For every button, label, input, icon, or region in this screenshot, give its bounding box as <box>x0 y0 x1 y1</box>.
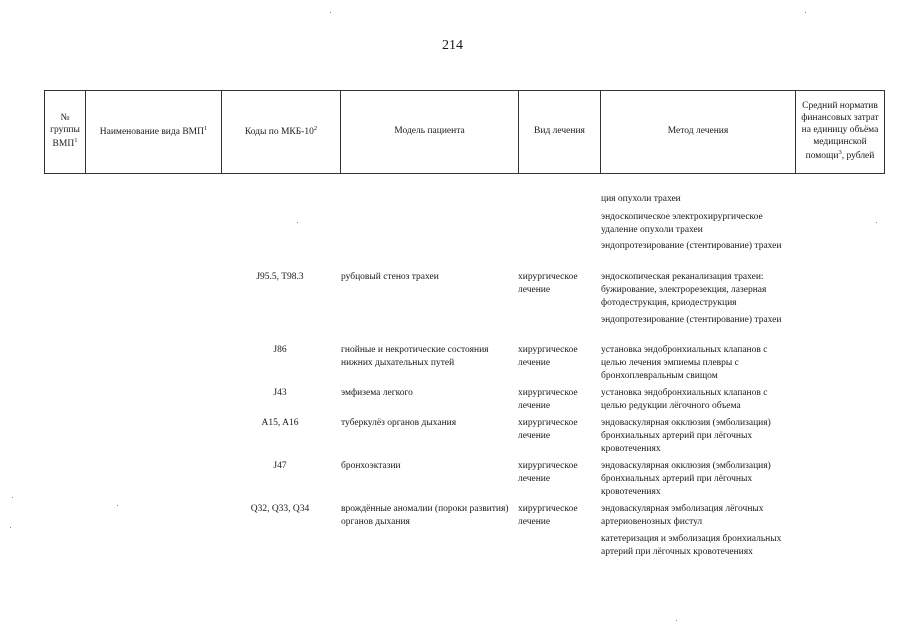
model-2: гнойные и некротические состояния нижних дыхательных путей <box>341 345 489 368</box>
scan-speck <box>676 620 677 621</box>
method-6-1: катетеризация и эмболизация бронхиальных артерий при лёгочных кровотечениях <box>601 534 782 557</box>
method-1-1: эндопротезирование (стентирование) трахеи <box>601 315 782 325</box>
type-4: хирургическое лечение <box>518 418 578 441</box>
type-6: хирургическое лечение <box>518 504 578 527</box>
scan-speck <box>876 222 877 223</box>
header-vmp-name: Наименование вида ВМП$^1$ <box>86 91 222 174</box>
header-group-no: № группы ВМП$^1$ <box>45 91 86 174</box>
model-1: рубцовый стеноз трахеи <box>341 272 439 282</box>
page-number: 214 <box>442 38 463 53</box>
codes-4: A15, A16 <box>261 418 299 428</box>
model-6: врождённые аномалии (пороки развития) органов дыхания <box>341 504 509 527</box>
scan-speck <box>117 505 118 506</box>
model-5: бронхоэктазии <box>341 461 401 471</box>
header-cost: Средний норматив финансовых затрат на единицу объёма медицинской помощи$^3$, рублей <box>796 91 885 174</box>
type-3: хирургическое лечение <box>518 388 578 411</box>
method-0-2: эндопротезирование (стентирование) трахеи <box>601 241 782 251</box>
codes-2: J86 <box>273 345 287 355</box>
scan-speck <box>805 12 806 13</box>
method-0-0: ция опухоли трахеи <box>601 194 681 204</box>
header-treatment-method: Метод лечения <box>601 91 796 174</box>
method-5-0: эндоваскулярная окклюзия (эмболизация) бронхиальных артерий при лёгочных кровотечениях <box>601 461 771 497</box>
header-treatment-type: Вид лечения <box>519 91 601 174</box>
scan-speck <box>12 497 13 498</box>
type-2: хирургическое лечение <box>518 345 578 368</box>
scan-speck <box>330 12 331 13</box>
method-3-0: установка эндобронхиальных клапанов с целью редукции лёгочного объема <box>601 388 768 411</box>
method-4-0: эндоваскулярная окклюзия (эмболизация) бронхиальных артерий при лёгочных кровотечениях <box>601 418 771 454</box>
type-5: хирургическое лечение <box>518 461 578 484</box>
model-4: туберкулёз органов дыхания <box>341 418 457 428</box>
method-1-0: эндоскопическая реканализация трахеи: бужирование, электрорезекция, лазерная фотодеструкция, криодеструкция <box>601 272 767 308</box>
codes-5: J47 <box>273 461 287 471</box>
scan-speck <box>297 222 298 223</box>
method-0-1: эндоскопическое электрохирургическое удаление опухоли трахеи <box>601 212 763 235</box>
method-6-0: эндоваскулярная эмболизация лёгочных артериовенозных фистул <box>601 504 764 527</box>
model-3: эмфизема легкого <box>341 388 413 398</box>
scan-speck <box>10 527 11 528</box>
type-1: хирургическое лечение <box>518 272 578 295</box>
method-2-0: установка эндобронхиальных клапанов с целью лечения эмпиемы плевры с бронхоплевральным свищом <box>601 345 768 381</box>
codes-3: J43 <box>273 388 287 398</box>
header-patient-model: Модель пациента <box>341 91 519 174</box>
codes-6: Q32, Q33, Q34 <box>250 504 310 514</box>
table-header <box>44 90 885 174</box>
header-icd-codes: Коды по МКБ-$10^2$ <box>222 91 341 174</box>
codes-1: J95.5, T98.3 <box>256 272 304 282</box>
